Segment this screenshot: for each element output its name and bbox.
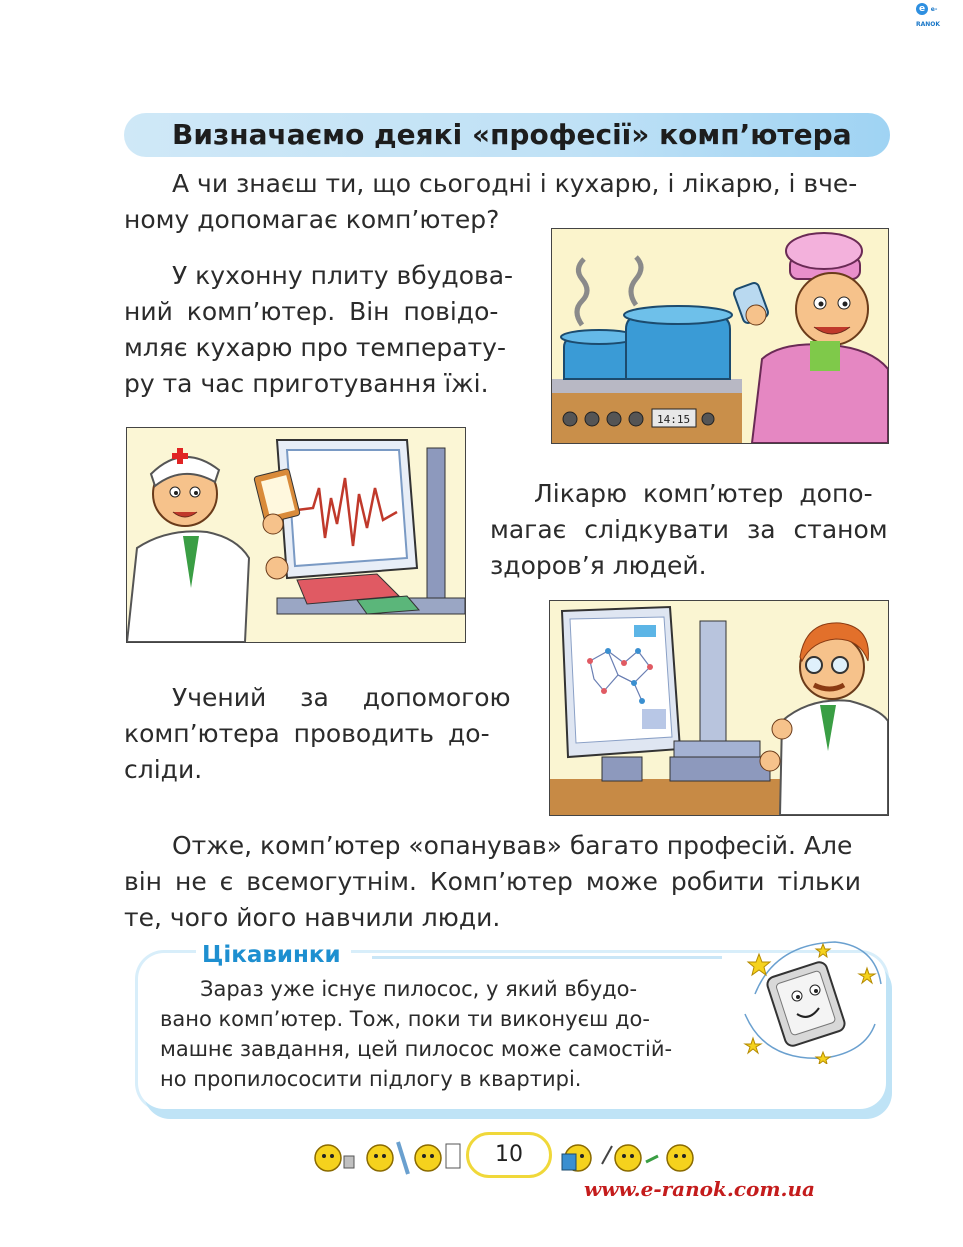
doctor-line-1: Лікарю комп’ютер допо- [534,479,873,508]
fact-line-2: вано комп’ютер. Тож, поки ти виконуєш до- [160,1007,650,1031]
fact-box-text [160,974,692,1094]
stove-display: 14:15 [657,413,691,426]
cook-line-4: ру та час приготування їжі. [124,369,489,398]
intro-line-2: ному допомагає комп’ютер? [124,205,500,234]
page-number: 10 [466,1132,552,1178]
tablet-mascot-illustration [735,934,885,1064]
scientist-line-1: Учений за допомогою [172,683,511,712]
fact-line-3: машнє завдання, цей пилосос може самостій- [160,1037,673,1061]
doctor-illustration [126,427,466,643]
doctor-line-3: здоров’я людей. [490,551,707,580]
scientist-illustration [549,600,889,816]
conclusion-line-1: Отже, комп’ютер «опанував» багато професій. Але [172,831,853,860]
cook-line-1: У кухонну плиту вбудова- [172,261,514,290]
doctor-paragraph [490,476,890,584]
page-title: Визначаємо деякі «професії» комп’ютера [172,118,852,151]
scientist-line-3: сліди. [124,755,203,784]
publisher-url[interactable]: www.e-ranok.com.ua [584,1177,815,1201]
cook-paragraph [124,258,524,402]
fact-line-4: но пропилососити підлогу в квартирі. [160,1067,582,1091]
conclusion-paragraph [124,828,890,936]
fact-line-1: Зараз уже існує пилосос, у який вбудо- [200,977,638,1001]
publisher-logo: e e-RANOK [916,4,941,28]
cook-line-3: мляє кухарю про температу- [124,333,506,362]
cook-illustration [551,228,889,444]
scientist-line-2: комп’ютера проводить до- [124,719,490,748]
conclusion-line-3: те, чого його навчили люди. [124,903,501,932]
fact-box-divider [372,956,722,959]
scientist-paragraph [124,680,512,788]
conclusion-line-2: він не є всемогутнім. Комп’ютер може робити тільки [124,867,862,896]
fact-box-title: Цікавинки [196,940,351,970]
cook-line-2: ний комп’ютер. Він повідо- [124,297,499,326]
doctor-line-2: магає слідкувати за станом [490,515,888,544]
intro-line-1: А чи знаєш ти, що сьогодні і кухарю, і лікарю, і вче- [172,169,858,198]
